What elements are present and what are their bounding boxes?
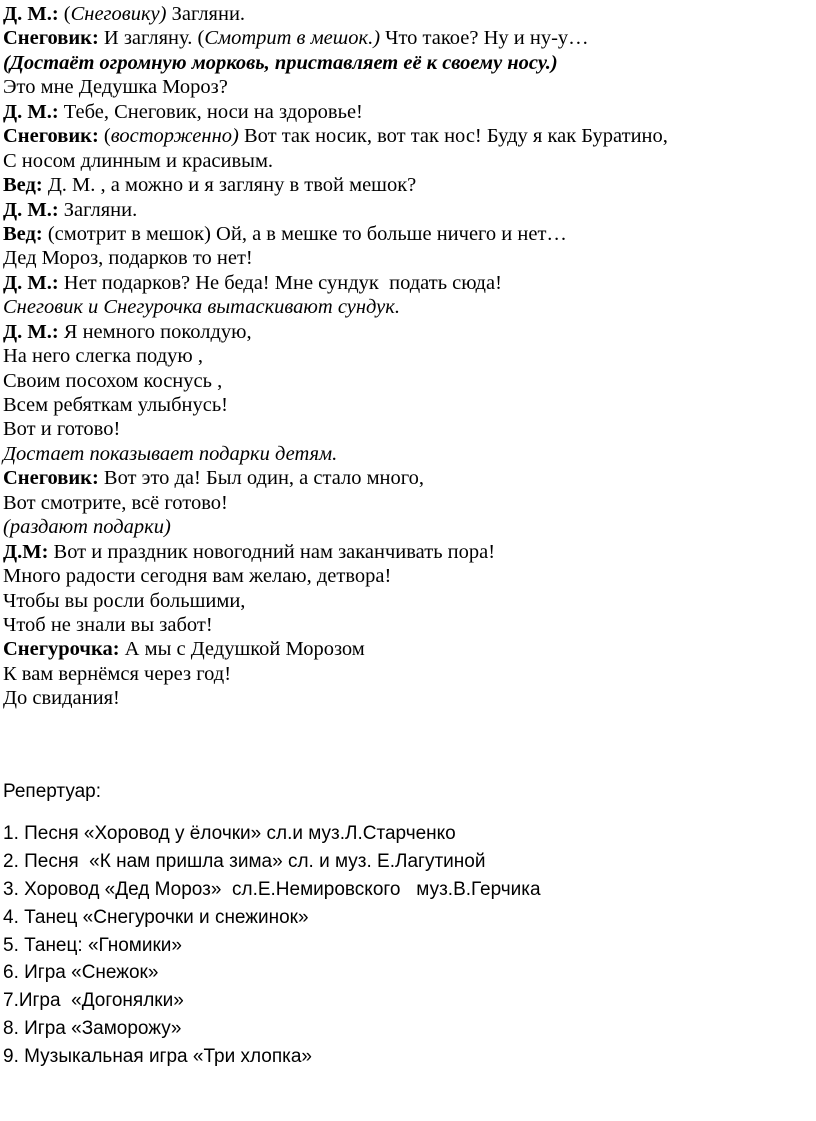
line-text: До свидания! <box>3 687 120 710</box>
line-text: С носом длинным и красивым. <box>3 149 274 172</box>
line-text: Всем ребяткам улыбнусь! <box>3 394 228 416</box>
dialogue-line <box>3 564 803 588</box>
dialogue-line <box>3 198 803 222</box>
speaker-name: Снеговик: <box>3 27 99 50</box>
stage-direction: восторженно) <box>110 125 239 148</box>
speaker-name: Д.М: <box>3 540 49 563</box>
stage-direction: Снеговику) <box>70 3 167 25</box>
dialogue-line <box>3 686 803 710</box>
repertoire-heading: Репертуар: <box>3 781 102 802</box>
dialogue-line <box>3 295 803 319</box>
repertoire-item: 6. Игра «Снежок» <box>3 962 159 984</box>
dialogue-line <box>3 466 803 490</box>
stage-direction: Смотрит в мешок.) <box>204 27 381 50</box>
line-text: Нет подарков? Не беда! Мне сундук подать сюда! <box>58 271 502 294</box>
dialogue-line <box>3 271 803 295</box>
speaker-name: Д. М.: <box>3 100 59 123</box>
speaker-name: Вед: <box>3 174 43 197</box>
line-text: Вот это да! Был один, а стало много, <box>98 467 425 490</box>
dialogue-line <box>3 173 803 197</box>
line-text: Вот и готово! <box>3 418 121 441</box>
dialogue-line <box>3 491 803 515</box>
line-text: Д. М. , а можно и я загляну в твой мешок? <box>42 174 417 197</box>
stage-direction: (Достаёт огромную морковь, приставляет её к своему носу.) <box>3 51 558 74</box>
line-text: Чтобы вы росли большими, <box>3 589 246 612</box>
speaker-name: Снеговик: <box>3 125 99 148</box>
speaker-name: Вед: <box>3 222 43 245</box>
repertoire-list <box>3 820 803 1071</box>
dialogue-line <box>3 589 803 613</box>
line-text: (смотрит в мешок) Ой, а в мешке то больше ничего и нет… <box>42 222 567 245</box>
repertoire-item: 8. Игра «Заморожу» <box>3 1018 182 1040</box>
repertoire-item: 4. Танец «Снегурочки и снежинок» <box>3 906 309 928</box>
repertoire-item: 1. Песня «Хоровод у ёлочки» сл.и муз.Л.Старченко <box>3 823 456 844</box>
line-text: Это мне Дедушка Мороз? <box>3 76 228 99</box>
line-text: Я немного поколдую, <box>58 320 252 343</box>
repertoire-item: 3. Хоровод «Дед Мороз» сл.Е.Немировского муз.В.Герчика <box>3 878 541 900</box>
line-text: К вам вернёмся через год! <box>3 662 232 685</box>
dialogue-line <box>3 51 803 75</box>
line-text: Загляни. <box>58 198 138 221</box>
repertoire-item: 7.Игра «Догонялки» <box>3 990 184 1012</box>
dialogue-line <box>3 662 803 686</box>
speaker-name: Снеговик: <box>3 467 99 490</box>
script-dialogue <box>3 2 803 711</box>
line-text: Тебе, Снеговик, носи на здоровье! <box>58 100 363 123</box>
dialogue-line <box>3 613 803 637</box>
speaker-name: Д. М.: <box>3 3 59 25</box>
dialogue-line <box>3 246 803 270</box>
stage-direction: Достает показывает подарки детям. <box>3 442 338 465</box>
line-text: Загляни. <box>166 3 246 25</box>
line-text: Дед Мороз, подарков то нет! <box>3 247 253 270</box>
dialogue-line <box>3 124 803 148</box>
repertoire-item: 9. Музыкальная игра «Три хлопка» <box>3 1046 312 1068</box>
repertoire-item: 2. Песня «К нам пришла зима» сл. и муз. Е.Лагутиной <box>3 850 486 872</box>
line-text: Чтоб не знали вы забот! <box>3 613 213 636</box>
dialogue-line <box>3 515 803 539</box>
line-text: Что такое? Ну и ну-у… <box>380 27 589 50</box>
repertoire-item: 5. Танец: «Гномики» <box>3 934 182 956</box>
line-text: Своим посохом коснусь , <box>3 369 223 392</box>
dialogue-line <box>3 26 803 50</box>
stage-direction: Снеговик и Снегурочка вытаскивают сундук. <box>3 296 400 319</box>
speaker-name: Д. М.: <box>3 320 59 343</box>
dialogue-line <box>3 417 803 441</box>
dialogue-line <box>3 75 803 99</box>
dialogue-line <box>3 344 803 368</box>
line-text: ( <box>58 3 71 25</box>
line-text: Вот и праздник новогодний нам заканчивать пора! <box>48 540 496 563</box>
line-text: А мы с Дедушкой Морозом <box>119 638 365 661</box>
dialogue-line <box>3 637 803 661</box>
dialogue-line <box>3 149 803 173</box>
line-text: Вот так носик, вот так нос! Буду я как Буратино, <box>238 125 668 148</box>
dialogue-line <box>3 222 803 246</box>
dialogue-line <box>3 442 803 466</box>
dialogue-line <box>3 369 803 393</box>
dialogue-line <box>3 320 803 344</box>
line-text: На него слегка подую , <box>3 345 203 368</box>
speaker-name: Д. М.: <box>3 271 59 294</box>
line-text: Много радости сегодня вам желаю, детвора! <box>3 565 392 588</box>
dialogue-line <box>3 393 803 417</box>
line-text: И загляну. ( <box>98 27 205 50</box>
dialogue-line <box>3 540 803 564</box>
line-text: ( <box>98 125 111 148</box>
speaker-name: Снегурочка: <box>3 638 120 661</box>
dialogue-line <box>3 2 803 26</box>
dialogue-line <box>3 100 803 124</box>
stage-direction: (раздают подарки) <box>3 516 171 539</box>
line-text: Вот смотрите, всё готово! <box>3 491 228 514</box>
speaker-name: Д. М.: <box>3 198 59 221</box>
